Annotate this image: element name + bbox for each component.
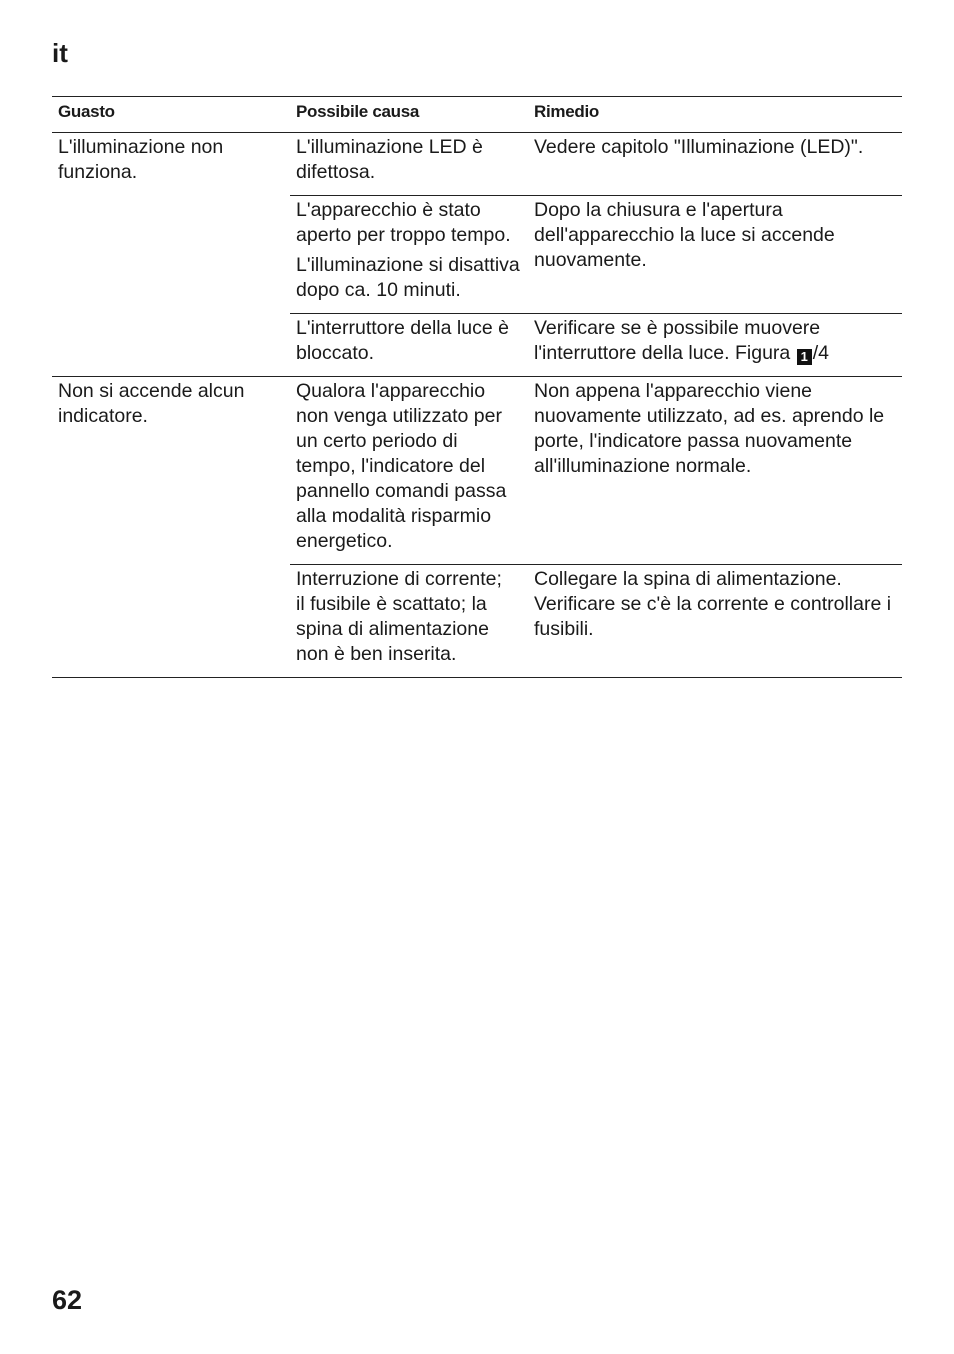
cause-cell	[290, 196, 528, 314]
table-row	[52, 133, 902, 196]
remedy-cell: Non appena l'apparecchio viene nuovamente utilizzato, ad es. aprendo le porte, l'indicatore passa nuovamente all'illuminazione normale.	[528, 377, 902, 565]
figure-reference-suffix: /4	[812, 342, 829, 364]
cause-text: Interruzione di corrente;	[296, 568, 502, 590]
figure-reference-badge: 1	[797, 349, 812, 365]
cause-text: L'interruttore della luce è bloccato.	[296, 317, 509, 364]
column-header-remedy: Rimedio	[528, 97, 902, 133]
cause-cell	[290, 314, 528, 377]
table-row	[52, 377, 902, 565]
remedy-cell: Dopo la chiusura e l'apertura dell'apparecchio la luce si accende nuovamente.	[528, 196, 902, 314]
cause-text: L'apparecchio è stato aperto per troppo tempo.	[296, 199, 511, 246]
cause-cell	[290, 377, 528, 565]
language-code: it	[52, 38, 68, 68]
page-number: 62	[52, 1285, 83, 1315]
fault-cell: L'illuminazione non funziona.	[52, 133, 290, 377]
remedy-cell	[528, 314, 902, 377]
remedy-text: Verificare se è possibile muovere l'interruttore della luce. Figura	[534, 317, 821, 364]
column-header-fault: Guasto	[52, 97, 290, 133]
cause-text: L'illuminazione si disattiva dopo ca. 10 minuti.	[296, 254, 520, 301]
cause-cell	[290, 133, 528, 196]
remedy-cell: Collegare la spina di alimentazione. Verificare se c'è la corrente e controllare i fusibili.	[528, 565, 902, 678]
troubleshooting-table	[52, 96, 902, 678]
cause-text: L'illuminazione LED è difettosa.	[296, 136, 483, 183]
cause-text: il fusibile è scattato; la spina di alimentazione non è ben inserita.	[296, 593, 489, 665]
cause-text: Qualora l'apparecchio non venga utilizzato per un certo periodo di tempo, l'indicatore del pannello comandi passa alla modalità risparmio energetico.	[296, 380, 507, 552]
fault-cell: Non si accende alcun indicatore.	[52, 377, 290, 678]
cause-cell	[290, 565, 528, 678]
table-header-row	[52, 97, 902, 133]
column-header-cause: Possibile causa	[290, 97, 528, 133]
remedy-cell: Vedere capitolo "Illuminazione (LED)".	[528, 133, 902, 196]
